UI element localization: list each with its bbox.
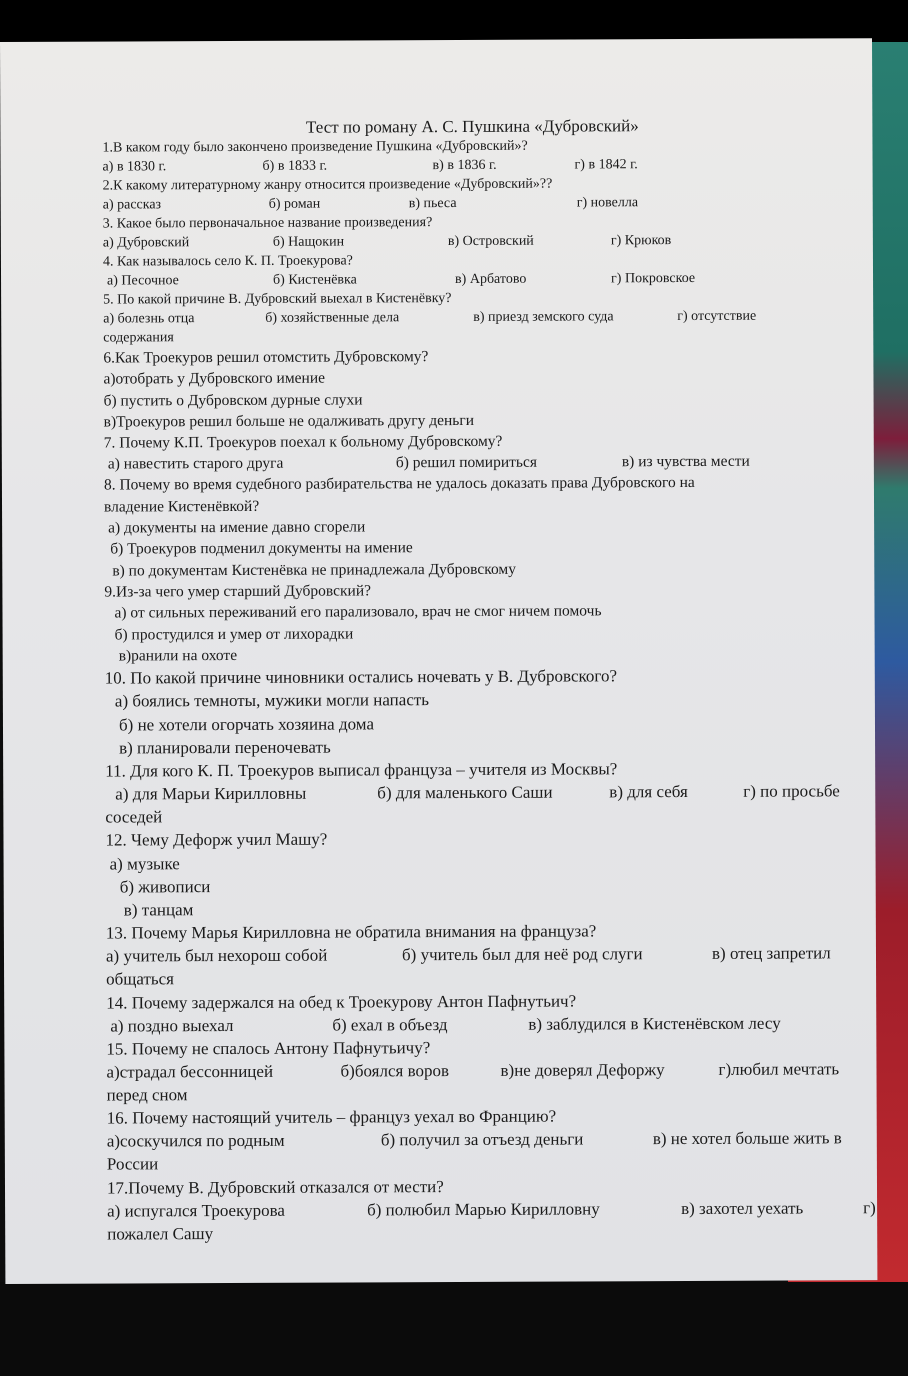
- answer-12c: в) танцам: [123, 900, 194, 920]
- answer-4c: в) Арбатово: [455, 271, 527, 288]
- answer-17a: а) испугался Троекурова: [107, 1200, 285, 1221]
- question-16: 16. Почему настоящий учитель – француз уехал во Францию?: [106, 1106, 557, 1128]
- test-content: [102, 115, 877, 1245]
- answer-8b: б) Троекуров подменил документы на имение: [110, 539, 413, 558]
- answer-13a: а) учитель был нехорош собой: [105, 945, 328, 966]
- answer-1b: б) в 1833 г.: [262, 158, 328, 174]
- questions-block-2: [103, 344, 874, 667]
- answer-4a: а) Песочное: [107, 273, 179, 289]
- questions-block-3: [105, 663, 878, 1245]
- answer-6b: б) пустить о Дубровском дурные слухи: [103, 391, 363, 410]
- question-14: 14. Почему задержался на обед к Троекурову Антон Пафнутьич?: [106, 991, 577, 1013]
- answer-5d: г) отсутствие: [677, 308, 757, 325]
- question-1: 1.В каком году было закончено произведение Пушкина «Дубровский»?: [102, 138, 528, 156]
- answer-17b: б) полюбил Марью Кирилловну: [367, 1199, 600, 1220]
- answer-8c: в) по документам Кистенёвка не принадлежала Дубровскому: [112, 560, 516, 580]
- answer-2c: в) пьеса: [408, 196, 457, 212]
- answers-13: [106, 942, 876, 968]
- answers-16: [107, 1127, 877, 1153]
- answer-7b: б) решил помириться: [395, 454, 538, 472]
- answer-10b: б) не хотели огорчать хозяина дома: [118, 713, 375, 735]
- question-7: 7. Почему К.П. Троекуров поехал к больному Дубровскому?: [103, 432, 503, 452]
- page-title: Тест по роману А. С. Пушкина «Дубровский»: [305, 116, 639, 137]
- answer-4d: г) Покровское: [611, 270, 696, 287]
- answer-10a: а) боялись темноты, мужики могли напасть: [114, 690, 430, 711]
- answer-1a: а) в 1830 г.: [102, 159, 167, 175]
- answer-9a: а) от сильных переживаний его парализовало, врач не смог ничем помочь: [114, 602, 602, 622]
- answer-9c: в)ранили на охоте: [118, 646, 238, 665]
- answer-5c: в) приезд земского суда: [473, 309, 614, 325]
- answer-1d: г) в 1842 г.: [574, 157, 638, 173]
- answer-16c-continued: России: [106, 1154, 159, 1174]
- question-2: 2.К какому литературному жанру относится произведение «Дубровский»??: [102, 176, 553, 194]
- question-6: 6.Как Троекуров решил отомстить Дубровскому?: [103, 348, 429, 367]
- answer-15c: в)не доверял Дефоржу: [500, 1060, 665, 1080]
- answers-14: [106, 1011, 876, 1037]
- question-5: 5. По какой причине В. Дубровский выехал в Кистенёвку?: [103, 291, 452, 308]
- answer-11d-continued: соседей: [105, 807, 163, 827]
- answer-11d: г) по просьбе: [743, 781, 840, 801]
- answer-9b: б) простудился и умер от лихорадки: [114, 625, 354, 644]
- answer-14c: в) заблудился в Кистенёвском лесу: [528, 1013, 781, 1034]
- question-8: 8. Почему во время судебного разбирательства не удалось доказать права Дубровского на: [103, 474, 695, 495]
- answer-13c-continued: общаться: [106, 969, 175, 989]
- question-15: 15. Почему не спалось Антону Пафнутьичу?: [106, 1037, 431, 1059]
- answer-3a: а) Дубровский: [102, 235, 190, 251]
- test-sheet: [0, 38, 877, 1284]
- answer-7a: а) навестить старого друга: [107, 455, 284, 474]
- answer-12a: а) музыке: [109, 853, 180, 874]
- answer-2d: г) новелла: [576, 195, 639, 211]
- question-12: 12. Чему Дефорж учил Машу?: [105, 829, 328, 850]
- answer-10c: в) планировали переночевать: [119, 737, 331, 758]
- question-11: 11. Для кого К. П. Троекуров выписал француза – учителя из Москвы?: [105, 759, 618, 781]
- answer-16a: а)соскучился по родным: [106, 1131, 285, 1151]
- answer-7c: в) из чувства мести: [621, 453, 750, 471]
- answer-5d-continued: содержания: [103, 330, 174, 346]
- answer-3d: г) Крюков: [610, 233, 672, 249]
- answer-13b: б) учитель был для неё род слуги: [401, 944, 643, 965]
- answer-8a: а) документы на имение давно сгорели: [108, 518, 366, 537]
- question-4: 4. Как называлось село К. П. Троекурова?: [102, 253, 353, 270]
- question-17: 17.Почему В. Дубровский отказался от мести?: [106, 1176, 444, 1198]
- answer-6a: а)отобрать у Дубровского имение: [103, 369, 326, 388]
- answer-5a: а) болезнь отца: [103, 311, 195, 327]
- answer-17d: г): [863, 1198, 876, 1218]
- answer-11c: в) для себя: [609, 782, 688, 802]
- answer-14b: б) ехал в объезд: [332, 1014, 448, 1035]
- question-13: 13. Почему Марья Кирилловна не обратила внимания на француза?: [105, 921, 597, 943]
- answer-2a: а) рассказ: [102, 197, 162, 213]
- answer-4b: б) Кистенёвка: [273, 272, 357, 288]
- answer-14a: а) поздно выехал: [110, 1015, 234, 1036]
- question-8-continued: владение Кистенёвкой?: [103, 497, 260, 516]
- question-9: 9.Из-за чего умер старший Дубровский?: [104, 582, 372, 601]
- answer-15d-continued: перед сном: [106, 1085, 188, 1105]
- answer-16b: б) получил за отъезд деньги: [380, 1129, 584, 1150]
- bottom-dark-area: [0, 1282, 908, 1376]
- answer-15b: б)боялся воров: [340, 1061, 450, 1081]
- answer-13c: в) отец запретил: [711, 943, 831, 964]
- answer-2b: б) роман: [268, 196, 321, 212]
- answer-11a: а) для Марьи Кирилловны: [115, 783, 307, 804]
- question-10: 10. По какой причине чиновники остались ночевать у В. Дубровского?: [104, 666, 618, 688]
- top-black-bar: [0, 0, 908, 42]
- answer-6c: в)Троекуров решил больше не одалживать другу деньги: [103, 411, 475, 431]
- question-3: 3. Какое было первоначальное название произведения?: [102, 215, 433, 232]
- answer-16c: в) не хотел больше жить в: [652, 1128, 842, 1149]
- answer-5b: б) хозяйственные дела: [265, 310, 400, 326]
- answer-3c: в) Островский: [447, 233, 534, 250]
- answer-15a: а)страдал бессонницей: [106, 1061, 274, 1082]
- answer-3b: б) Нащокин: [272, 234, 345, 250]
- questions-block-1: [102, 135, 873, 347]
- answer-17c: в) захотел уехать: [681, 1198, 804, 1218]
- answer-12b: б) живописи: [119, 876, 211, 897]
- answer-15d: г)любил мечтать: [718, 1059, 840, 1079]
- answers-15: [106, 1057, 876, 1083]
- answers-11: [105, 779, 875, 805]
- answer-17d-continued: пожалел Сашу: [107, 1223, 214, 1244]
- answer-11b: б) для маленького Саши: [377, 782, 553, 803]
- answers-17: [107, 1196, 877, 1222]
- answer-1c: в) в 1836 г.: [432, 157, 497, 174]
